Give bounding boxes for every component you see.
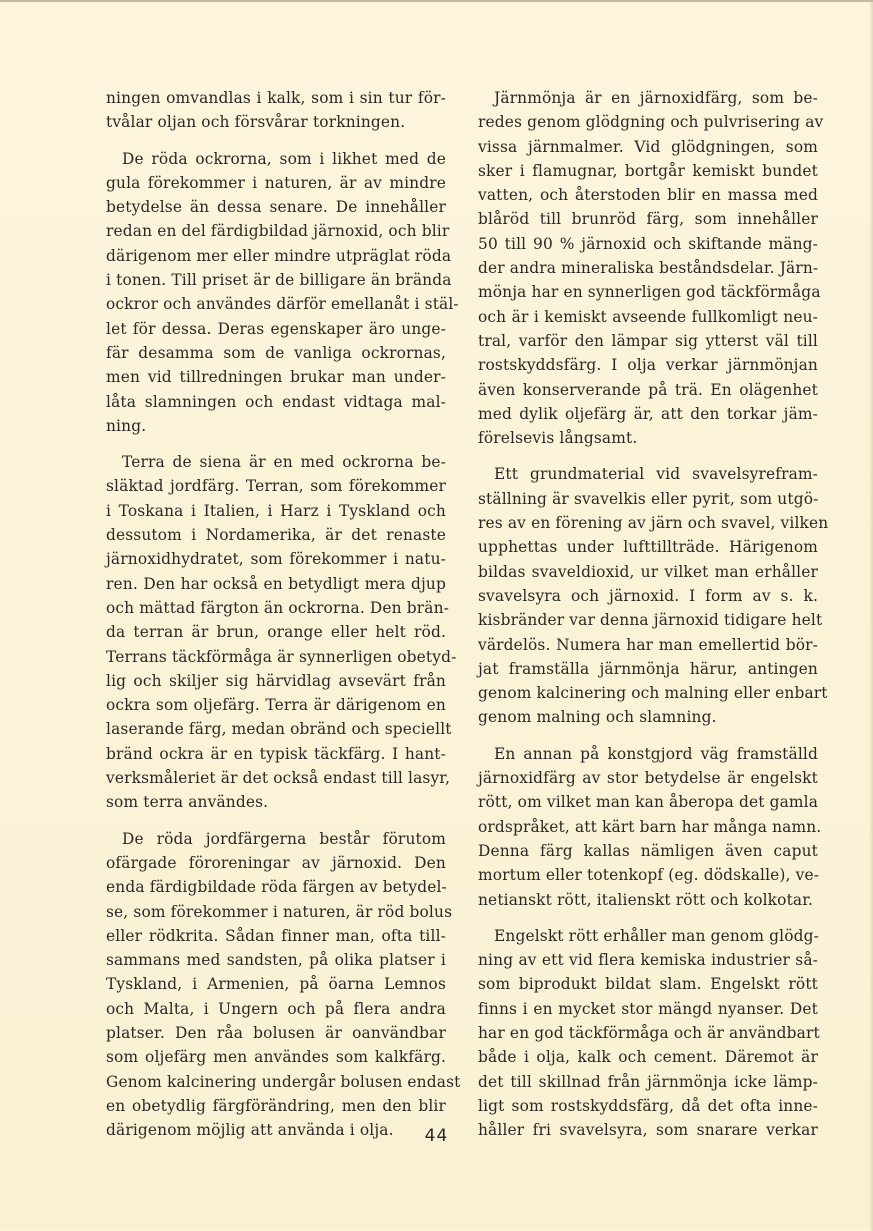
text-line: verksmåleriet är det också endast till lasyr,: [106, 769, 451, 788]
text-line: det till skillnad från järnmönja icke lämp-: [478, 1072, 818, 1091]
text-line: enda färdigbildade röda färgen av betydel-: [106, 878, 447, 897]
text-line: ockra som oljefärg. Terra är därigenom en: [106, 696, 446, 715]
text-line: De röda jordfärgerna består förutom: [122, 829, 446, 848]
text-line: värdelös. Numera har man emellertid bör-: [478, 635, 818, 654]
text-line: Ett grundmaterial vid svavelsyrefram-: [494, 465, 818, 484]
text-line: låta slamningen och endast vidtaga mal-: [106, 392, 446, 411]
paragraph: [106, 86, 446, 135]
text-line: platser. Den råa bolusen är oanvändbar: [106, 1023, 446, 1042]
text-line: förelsevis långsamt.: [478, 429, 638, 448]
text-line: ningen omvandlas i kalk, som i sin tur för-: [106, 89, 446, 107]
text-line: vissa järnmalmer. Vid glödgningen, som: [478, 137, 818, 156]
text-line: se, som förekommer i naturen, är röd bolus: [106, 902, 453, 921]
text-line: eller rödkrita. Sådan finner man, ofta till-: [106, 926, 446, 945]
text-line: res av en förening av järn och svavel, vilken: [478, 514, 829, 533]
text-line: därigenom möjlig att använda i olja.: [106, 1121, 394, 1140]
text-line: rött, om vilket man kan åberopa det gamla: [478, 793, 819, 812]
text-line: sker i flamugnar, bortgår kemiskt bundet: [478, 161, 818, 180]
text-line: betydelse än dessa senare. De innehåller: [106, 198, 446, 217]
text-line: släktad jordfärg. Terran, som förekommer: [106, 477, 446, 496]
text-line: Engelskt rött erhåller man genom glödg-: [494, 926, 819, 945]
text-line: men vid tillredningen brukar man under-: [106, 368, 446, 387]
paragraph: [478, 924, 818, 1143]
text-line: blåröd till brunröd färg, som innehåller: [478, 210, 818, 229]
text-line: sammans med sandsten, på olika platser i: [106, 951, 446, 970]
text-line: som terra användes.: [106, 793, 269, 812]
left-column: [106, 86, 461, 1154]
text-line: och är i kemiskt avseende fullkomligt neu-: [478, 307, 818, 326]
text-line: upphettas under lufttillträde. Härigenom: [478, 538, 818, 557]
text-line: Tyskland, i Armenien, på öarna Lemnos: [106, 975, 446, 994]
text-line: tvålar oljan och försvårar torkningen.: [106, 113, 406, 132]
text-line: laserande färg, medan obränd och speciellt: [106, 720, 452, 739]
text-line: ligt som rostskyddsfärg, då det ofta inne-: [478, 1096, 818, 1115]
text-line: ofärgade föroreningar av järnoxid. Den: [106, 853, 446, 872]
text-line: svavelsyra och järnoxid. I form av s. k.: [478, 586, 818, 605]
text-line: finns i en mycket stor mängd nyanser. Det: [478, 999, 818, 1018]
text-line: med dylik oljefärg är, att den torkar jäm-: [478, 404, 818, 423]
text-line: mortum eller totenkopf (eg. dödskalle), ve-: [478, 866, 820, 885]
paragraph: [478, 86, 824, 450]
text-line: även konserverande på trä. En olägenhet: [478, 380, 818, 399]
paragraph: [106, 450, 457, 814]
text-line: Terra de siena är en med ockrorna be-: [122, 453, 446, 472]
text-line: jat framställa järnmönja härur, antingen: [478, 659, 818, 678]
text-line: en obetydlig färgförändring, men den blir: [106, 1096, 446, 1115]
text-line: ställning är svavelkis eller pyrit, som utgö-: [478, 489, 819, 508]
text-line: ockror och användes därför emellanåt i stäl-: [106, 295, 459, 314]
text-line: Denna färg kallas nämligen även caput: [478, 841, 818, 860]
text-line: vatten, och återstoden blir en massa med: [478, 186, 818, 205]
text-line: netianskt rött, italienskt rött och kolkotar.: [478, 890, 814, 909]
page-number: 44: [424, 1126, 449, 1146]
text-line: som oljefärg men användes som kalkfärg.: [106, 1048, 446, 1067]
text-line: i Toskana i Italien, i Harz i Tyskland och: [106, 501, 446, 520]
text-line: redes genom glödgning och pulvrisering av: [478, 113, 824, 132]
text-line: ordspråket, att kärt barn har många namn.: [478, 817, 822, 836]
paragraph: [478, 462, 829, 729]
text-line: gula förekommer i naturen, är av mindre: [106, 173, 446, 192]
paragraph: [478, 742, 822, 912]
text-line: let för dessa. Deras egenskaper äro unge-: [106, 319, 446, 338]
text-line: der andra mineraliska beståndsdelar. Järn-: [478, 259, 819, 278]
text-line: Genom kalcinering undergår bolusen endast: [106, 1072, 461, 1091]
right-column: [478, 86, 829, 1154]
text-line: och mättad färgton än ockrorna. Den brän-: [106, 598, 450, 617]
text-line: 50 till 90 % järnoxid och skiftande mäng-: [478, 234, 818, 253]
text-line: håller fri svavelsyra, som snarare verkar: [478, 1121, 818, 1140]
text-line: mönja har en synnerligen god täckförmåga: [478, 283, 821, 302]
text-line: järnoxidfärg av stor betydelse är engelskt: [478, 769, 818, 788]
text-line: som biprodukt bildat slam. Engelskt rött: [478, 975, 818, 994]
text-line: dessutom i Nordamerika, är det renaste: [106, 526, 446, 545]
text-line: Järnmönja är en järnoxidfärg, som be-: [494, 89, 818, 107]
text-line: fär desamma som de vanliga ockrornas,: [106, 343, 446, 362]
text-line: har en god täckförmåga och är användbart: [478, 1023, 820, 1042]
text-line: da terran är brun, orange eller helt röd.: [106, 623, 446, 642]
text-line: De röda ockrorna, som i likhet med de: [122, 149, 446, 168]
text-line: genom malning och slamning.: [478, 708, 717, 727]
text-line: ning.: [106, 416, 147, 435]
text-line: bränd ockra är en typisk täckfärg. I hant-: [106, 744, 446, 763]
text-line: både i olja, kalk och cement. Däremot är: [478, 1048, 818, 1067]
text-line: ren. Den har också en betydligt mera djup: [106, 574, 446, 593]
paragraph: [106, 827, 461, 1143]
text-line: järnoxidhydratet, som förekommer i natu-: [106, 550, 446, 569]
paragraph: [106, 147, 459, 439]
text-line: ning av ett vid flera kemiska industrier så-: [478, 951, 818, 970]
text-line: redan en del färdigbildad järnoxid, och blir: [106, 222, 450, 241]
text-line: och Malta, i Ungern och på flera andra: [106, 999, 446, 1018]
text-line: En annan på konstgjord väg framställd: [494, 744, 818, 763]
page-edge: [869, 2, 873, 1231]
text-line: Terrans täckförmåga är synnerligen obetyd-: [106, 647, 457, 666]
text-line: lig och skiljer sig härvidlag avsevärt från: [106, 671, 446, 690]
text-line: i tonen. Till priset är de billigare än brända: [106, 271, 452, 290]
text-line: tral, varför den lämpar sig ytterst väl till: [478, 331, 818, 350]
text-line: därigenom mer eller mindre utpräglat röda: [106, 246, 452, 265]
text-line: genom kalcinering och malning eller enbart: [478, 684, 828, 703]
text-line: rostskyddsfärg. I olja verkar järnmönjan: [478, 356, 818, 375]
text-line: kisbränder var denna järnoxid tidigare helt: [478, 611, 823, 630]
text-line: bildas svaveldioxid, ur vilket man erhåller: [478, 562, 818, 581]
